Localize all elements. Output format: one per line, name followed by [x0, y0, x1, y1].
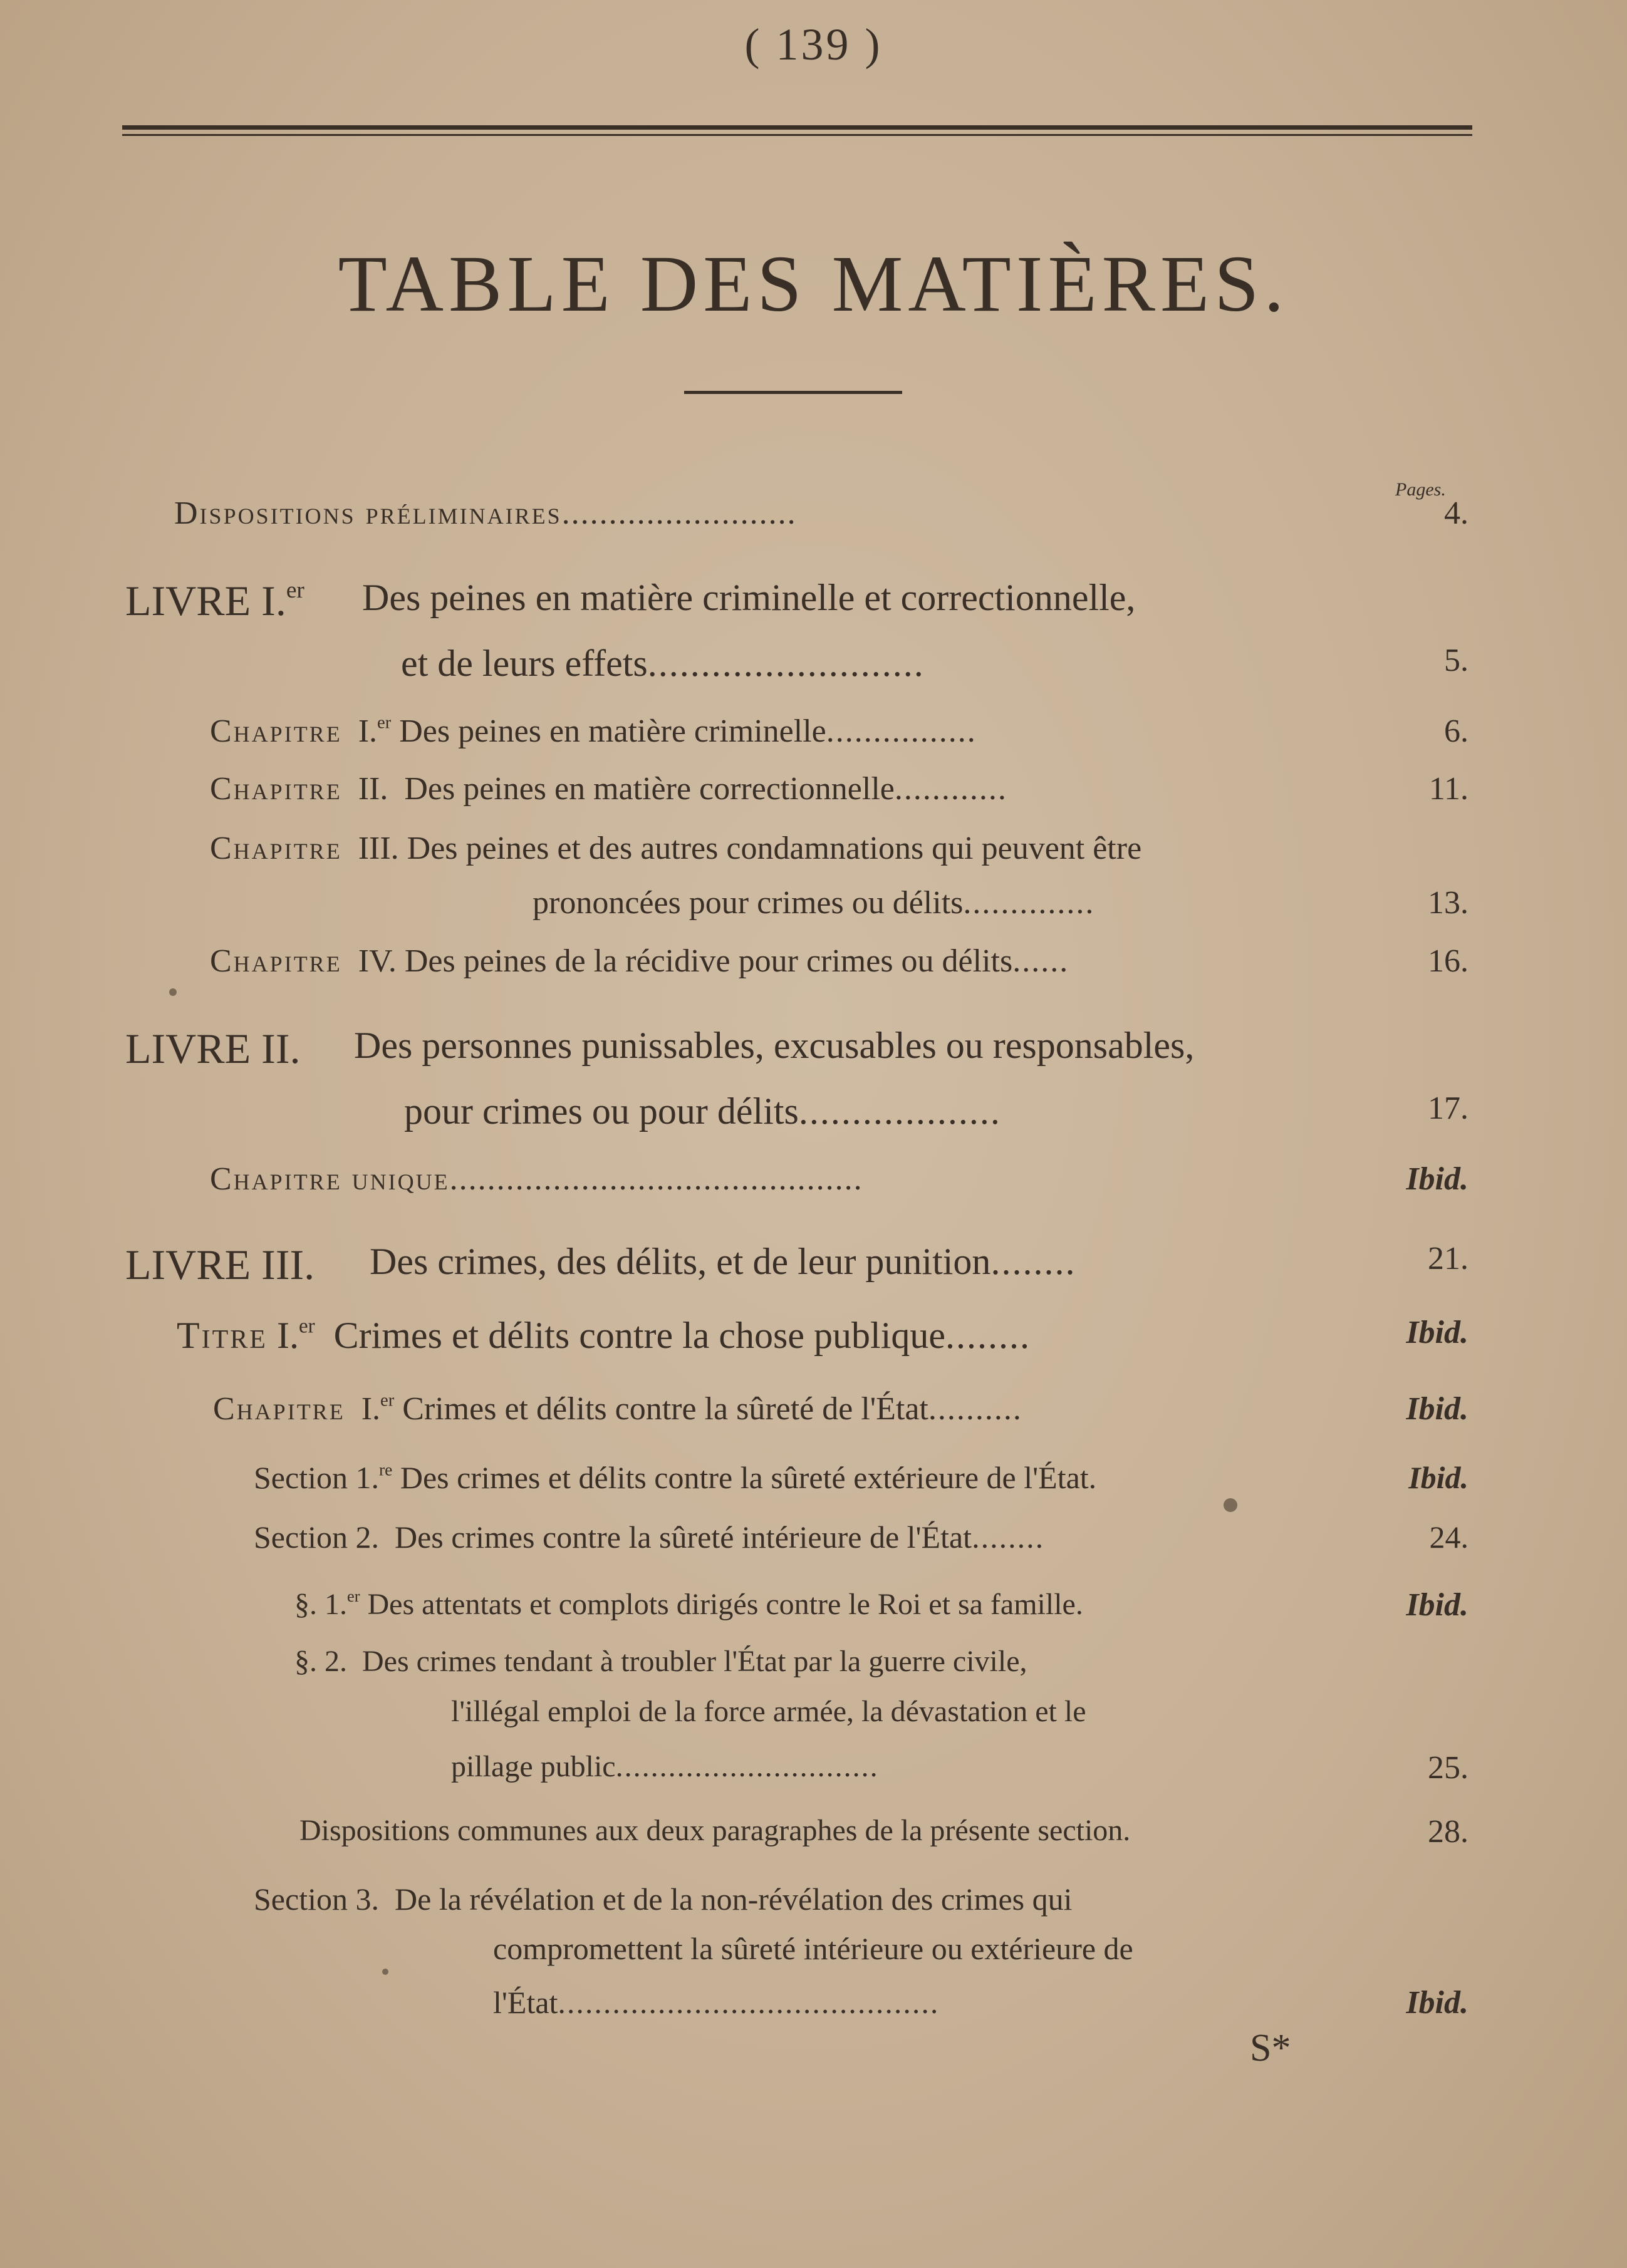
page-ref: 24.: [1429, 1520, 1468, 1555]
page-ref: 13.: [1428, 885, 1468, 921]
entry-num: II.: [358, 771, 388, 807]
entry-text: Crimes et délits contre la sûreté de l'État: [402, 1391, 928, 1427]
entry-num: III.: [358, 831, 399, 866]
entry-text: compromettent la sûreté intérieure ou extérieure de: [493, 1931, 1133, 1966]
signature-mark: S*: [1250, 2027, 1291, 2069]
page-ref: Ibid.: [1406, 1391, 1468, 1427]
entry-num-sup: er: [298, 1315, 315, 1338]
entry-label: §. 1.: [294, 1587, 347, 1621]
entry-text: Des crimes, des délits, et de leur punition: [370, 1241, 991, 1282]
entry-text: Des peines et des autres condamnations qui peuvent être: [407, 831, 1142, 866]
page-ref: Ibid.: [1408, 1460, 1468, 1495]
entry-label: Chapitre: [210, 831, 342, 866]
entry-label: §. 2.: [294, 1645, 347, 1678]
entry-num: I.: [276, 1315, 299, 1356]
entry-label-sup: re: [378, 1459, 393, 1479]
entry-text: Des attentats et complots dirigés contre le Roi et sa famille.: [367, 1587, 1083, 1621]
entry-text: Des peines en matière criminelle et correctionnelle,: [362, 577, 1136, 618]
leader-dots: ............................................: [449, 1161, 863, 1197]
entry-text: Des crimes tendant à troubler l'État par la guerre civile,: [362, 1645, 1027, 1678]
entry-label: LIVRE III.: [125, 1241, 315, 1288]
entry-num: IV.: [358, 943, 397, 979]
leader-dots: ..............................: [615, 1750, 879, 1783]
entry-label: LIVRE II.: [125, 1025, 301, 1072]
title-rule: [684, 391, 902, 394]
entry-label: Chapitre: [210, 713, 342, 749]
entry-text: pillage public: [451, 1750, 616, 1783]
entry-label-sup: er: [347, 1587, 360, 1605]
entry-label: Chapitre: [210, 943, 342, 979]
leader-dots: .........................: [561, 495, 797, 531]
entry-label: Section 1.: [254, 1460, 379, 1495]
entry-text: Des peines en matière criminelle: [399, 713, 826, 749]
entry-text: l'État: [493, 1985, 558, 2020]
page-ref: Ibid.: [1406, 1315, 1468, 1350]
page-ref: 16.: [1428, 943, 1468, 979]
entry-text: Crimes et délits contre la chose publique: [333, 1315, 945, 1356]
entry-label: Section 3.: [254, 1882, 379, 1917]
leader-dots: ...................: [798, 1090, 1001, 1132]
entry-num: I.: [361, 1391, 381, 1427]
entry-label: Chapitre unique: [210, 1161, 450, 1197]
entry-label: Dispositions préliminaires: [174, 495, 562, 531]
entry-label: Chapitre: [213, 1391, 345, 1427]
entry-text: Des crimes et délits contre la sûreté extérieure de l'État.: [400, 1460, 1097, 1495]
entry-text: pour crimes ou pour délits: [404, 1090, 799, 1132]
entry-text: Des personnes punissables, excusables ou responsables,: [354, 1025, 1195, 1066]
pages-column-label: Pages.: [1395, 479, 1446, 500]
entry-label: Section 2.: [254, 1520, 379, 1555]
entry-text: Dispositions communes aux deux paragraphes de la présente section.: [299, 1814, 1131, 1847]
leader-dots: ..............: [963, 885, 1095, 921]
leader-dots: ........: [972, 1520, 1045, 1555]
leader-dots: ..........: [928, 1391, 1022, 1427]
page-ref: Ibid.: [1406, 1985, 1468, 2021]
entry-label: LIVRE I.: [125, 577, 286, 624]
leader-dots: ..........................................: [558, 1985, 940, 2020]
entry-text: l'illégal emploi de la force armée, la dévastation et le: [451, 1695, 1086, 1728]
ink-speck: [169, 988, 177, 996]
page-ref: 17.: [1428, 1090, 1468, 1126]
page-ref: Ibid.: [1406, 1587, 1468, 1623]
page-ref: 28.: [1428, 1814, 1468, 1850]
entry-text: Des peines de la récidive pour crimes ou délits: [404, 943, 1013, 979]
leader-dots: ........: [945, 1315, 1031, 1356]
entry-num: I.: [358, 713, 378, 749]
leader-dots: ............: [894, 771, 1007, 807]
leader-dots: ..........................: [647, 643, 925, 684]
entry-label: Titre: [177, 1315, 268, 1356]
leader-dots: ................: [826, 713, 977, 749]
page-ref: 11.: [1428, 771, 1468, 807]
entry-text: De la révélation et de la non-révélation des crimes qui: [394, 1882, 1073, 1917]
entry-label-sup: er: [286, 577, 304, 603]
page-number: ( 139 ): [744, 19, 883, 70]
page-ref: 5.: [1444, 643, 1468, 678]
leader-dots: ........: [990, 1241, 1076, 1282]
page-ref: 25.: [1428, 1750, 1468, 1786]
entry-text: prononcées pour crimes ou délits: [533, 885, 964, 921]
entry-text: Des peines en matière correctionnelle: [404, 771, 895, 807]
leader-dots: ......: [1012, 943, 1069, 979]
entry-text: Des crimes contre la sûreté intérieure de l'État: [394, 1520, 972, 1555]
page-ref: 4.: [1444, 495, 1468, 531]
page-ref: 6.: [1444, 713, 1468, 749]
ink-speck: [1224, 1498, 1237, 1512]
entry-num-sup: er: [380, 1390, 395, 1411]
entry-num-sup: er: [377, 713, 392, 733]
ink-speck: [382, 1969, 388, 1975]
page-title: TABLE DES MATIÈRES.: [338, 239, 1289, 328]
double-rule-divider: [122, 125, 1472, 138]
entry-label: Chapitre: [210, 771, 342, 807]
page-ref: Ibid.: [1406, 1161, 1468, 1197]
page-ref: 21.: [1428, 1241, 1468, 1276]
entry-text: et de leurs effets: [401, 643, 648, 684]
